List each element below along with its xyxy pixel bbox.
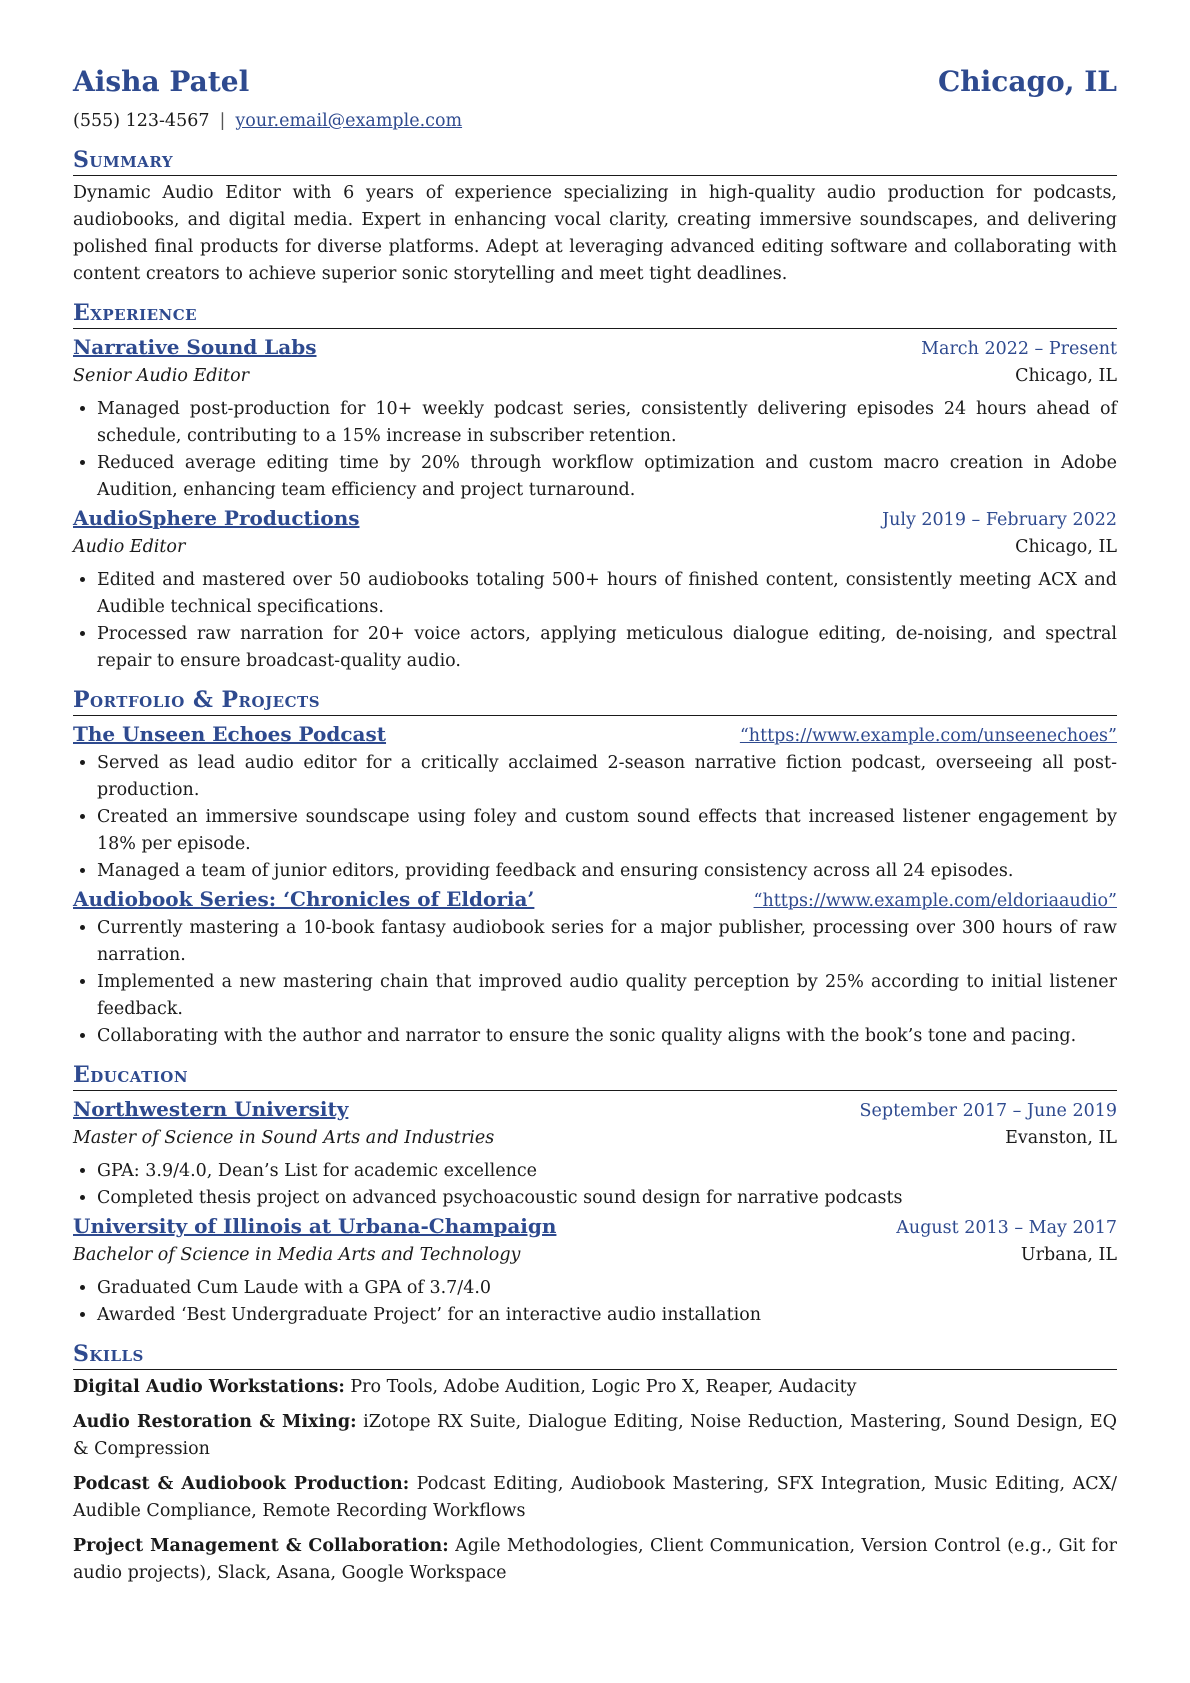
degree-title: Master of Science in Sound Arts and Industries xyxy=(73,1128,495,1148)
skills-list xyxy=(73,1374,1117,1587)
skill-label: Digital Audio Workstations: xyxy=(73,1377,345,1397)
school-name[interactable]: University of Illinois at Urbana-Champaign xyxy=(73,1214,557,1238)
school-location: Evanston, IL xyxy=(1005,1128,1117,1148)
bullet-list xyxy=(73,1158,1117,1212)
list-item: • Created an immersive soundscape using foley and custom sound effects that increased listener engagement by 18% per episode. xyxy=(97,804,1117,858)
education-entry xyxy=(73,1212,1117,1329)
bullet-list xyxy=(73,567,1117,675)
skill-label: Podcast & Audiobook Production: xyxy=(73,1474,410,1494)
list-item: • Graduated Cum Laude with a GPA of 3.7/4.0 xyxy=(97,1275,1117,1302)
project-entry xyxy=(73,720,1117,885)
header xyxy=(73,62,1117,102)
contact-line xyxy=(73,108,1117,135)
school-location: Urbana, IL xyxy=(1020,1245,1117,1265)
employer-name[interactable]: AudioSphere Productions xyxy=(73,506,360,530)
skill-value: Agile Methodologies, Client Communication, Version Control (e.g., Git for audio projects), Slack, Asana, Google Workspace xyxy=(73,1536,1117,1583)
list-item: • Collaborating with the author and narrator to ensure the sonic quality aligns with the book’s tone and pacing. xyxy=(97,1023,1117,1050)
skill-value: iZotope RX Suite, Dialogue Editing, Noise Reduction, Mastering, Sound Design, EQ & Compression xyxy=(73,1412,1117,1459)
skill-label: Audio Restoration & Mixing: xyxy=(73,1412,357,1432)
email-link[interactable]: your.email@example.com xyxy=(235,111,463,131)
skill-row xyxy=(73,1471,1117,1525)
experience-entry xyxy=(73,504,1117,675)
summary-text: Dynamic Audio Editor with 6 years of experience specializing in high-quality audio production for podcasts, audiobooks, and digital media. Expert in enhancing vocal clarity, creating immersive soundscapes, and delivering polished final products for diverse platforms. Adept at leveraging advanced editing software and collaborating with content creators to achieve superior sonic storytelling and meet tight deadlines. xyxy=(73,183,1117,284)
list-item: • Processed raw narration for 20+ voice actors, applying meticulous dialogue editing, de-noising, and spectral repair to ensure broadcast-quality audio. xyxy=(97,621,1117,675)
phone-number: (555) 123-4567 xyxy=(73,111,210,131)
section-title-experience: Experience xyxy=(73,298,1117,329)
skill-row xyxy=(73,1533,1117,1587)
bullet-list xyxy=(73,750,1117,885)
list-item: • Currently mastering a 10-book fantasy audiobook series for a major publisher, processing over 300 hours of raw narration. xyxy=(97,915,1117,969)
skill-value: Pro Tools, Adobe Audition, Logic Pro X, Reaper, Audacity xyxy=(350,1377,857,1397)
list-item: • Edited and mastered over 50 audiobooks totaling 500+ hours of finished content, consistently meeting ACX and Audible technical specifications. xyxy=(97,567,1117,621)
candidate-city: Chicago, IL xyxy=(937,65,1117,98)
job-title: Senior Audio Editor xyxy=(73,366,249,386)
employment-dates: March 2022 – Present xyxy=(921,339,1117,359)
skill-row xyxy=(73,1374,1117,1401)
education-entry xyxy=(73,1095,1117,1212)
experience-entry xyxy=(73,333,1117,504)
education-dates: September 2017 – June 2019 xyxy=(859,1101,1117,1121)
skill-label: Project Management & Collaboration: xyxy=(73,1536,449,1556)
skill-row xyxy=(73,1409,1117,1463)
bullet-list xyxy=(73,1275,1117,1329)
skill-value: Podcast Editing, Audiobook Mastering, SFX Integration, Music Editing, ACX/ Audible Compliance, Remote Recording Workflows xyxy=(73,1474,1117,1521)
section-title-projects: Portfolio & Projects xyxy=(73,685,1117,716)
degree-title: Bachelor of Science in Media Arts and Technology xyxy=(73,1245,521,1265)
project-name[interactable]: The Unseen Echoes Podcast xyxy=(73,722,387,746)
contact-separator: | xyxy=(219,111,226,131)
candidate-name: Aisha Patel xyxy=(73,65,250,98)
project-entry xyxy=(73,885,1117,1050)
list-item: • Awarded ‘Best Undergraduate Project’ for an interactive audio installation xyxy=(97,1302,1117,1329)
list-item: • Managed post-production for 10+ weekly podcast series, consistently delivering episodes 24 hours ahead of schedule, contributing to a 15% increase in subscriber retention. xyxy=(97,396,1117,450)
job-title: Audio Editor xyxy=(73,537,186,557)
list-item: • Completed thesis project on advanced psychoacoustic sound design for narrative podcasts xyxy=(97,1185,1117,1212)
section-title-summary: Summary xyxy=(73,145,1117,176)
employer-name[interactable]: Narrative Sound Labs xyxy=(73,335,317,359)
section-title-skills: Skills xyxy=(73,1339,1117,1370)
project-name[interactable]: Audiobook Series: ‘Chronicles of Eldoria’ xyxy=(73,887,535,911)
list-item: • GPA: 3.9/4.0, Dean’s List for academic excellence xyxy=(97,1158,1117,1185)
project-url[interactable]: “https://www.example.com/eldoriaaudio” xyxy=(753,891,1117,911)
job-location: Chicago, IL xyxy=(1015,537,1117,557)
list-item: • Reduced average editing time by 20% through workflow optimization and custom macro creation in Adobe Audition, enhancing team efficiency and project turnaround. xyxy=(97,450,1117,504)
section-title-education: Education xyxy=(73,1060,1117,1091)
list-item: • Served as lead audio editor for a critically acclaimed 2-season narrative fiction podcast, overseeing all post-production. xyxy=(97,750,1117,804)
list-item: • Managed a team of junior editors, providing feedback and ensuring consistency across all 24 episodes. xyxy=(97,858,1117,885)
project-url[interactable]: “https://www.example.com/unseenechoes” xyxy=(739,726,1117,746)
employment-dates: July 2019 – February 2022 xyxy=(882,510,1117,530)
education-dates: August 2013 – May 2017 xyxy=(896,1218,1117,1238)
bullet-list xyxy=(73,396,1117,504)
school-name[interactable]: Northwestern University xyxy=(73,1097,349,1121)
job-location: Chicago, IL xyxy=(1015,366,1117,386)
bullet-list xyxy=(73,915,1117,1050)
list-item: • Implemented a new mastering chain that improved audio quality perception by 25% according to initial listener feedback. xyxy=(97,969,1117,1023)
